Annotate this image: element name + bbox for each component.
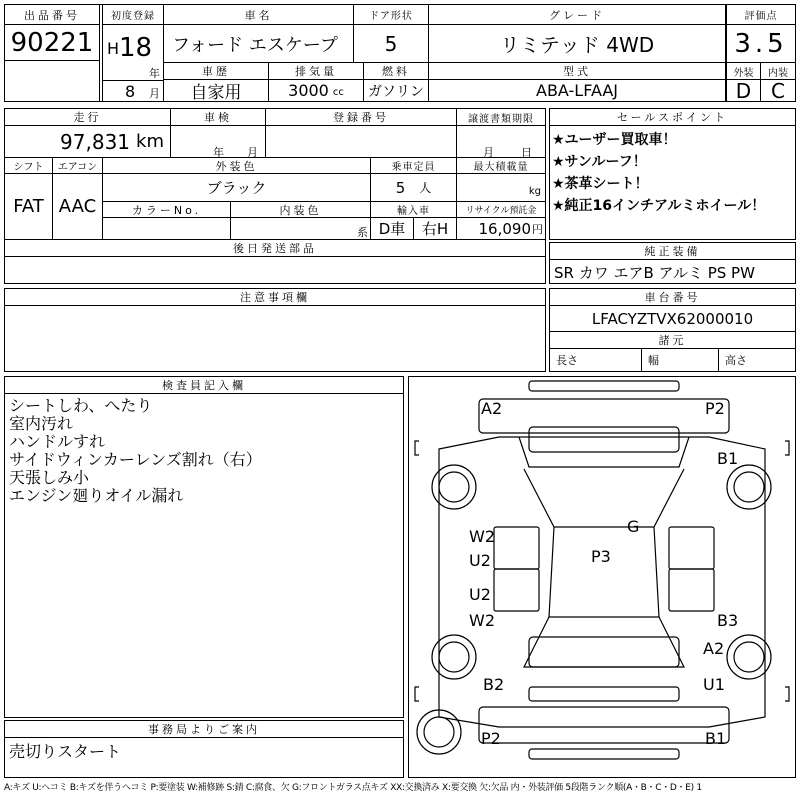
inspector-line: サイドウィンカーレンズ割れ（右） bbox=[9, 450, 262, 469]
inspector-line: ハンドルすれ bbox=[9, 432, 106, 451]
damage-mark: B1 bbox=[705, 729, 727, 748]
inspection-label: 車検 bbox=[171, 109, 266, 126]
inspector-notes bbox=[9, 397, 262, 505]
damage-mark: U1 bbox=[703, 675, 725, 694]
damage-mark: A2 bbox=[703, 639, 725, 658]
damage-mark: U2 bbox=[469, 551, 491, 570]
history-label: 車歴 bbox=[164, 63, 269, 80]
inspector-line: エンジン廻りオイル漏れ bbox=[9, 486, 184, 505]
month-unit: 月 bbox=[149, 87, 160, 100]
length-label: 長さ bbox=[550, 349, 642, 371]
office-value: 売切りスタート bbox=[9, 742, 122, 761]
transfer-label: 譲渡書類期限 bbox=[457, 109, 545, 126]
sales-points-box bbox=[549, 108, 796, 240]
office-box bbox=[4, 720, 404, 778]
model-label: 型式 bbox=[429, 63, 726, 80]
fuel-value: ガソリン bbox=[364, 80, 429, 101]
displacement-cell bbox=[269, 80, 364, 101]
mileage-label: 走行 bbox=[5, 109, 171, 126]
color-label: 外装色 bbox=[103, 158, 371, 174]
sales-point-item: ★茶革シート！ bbox=[552, 176, 649, 192]
damage-mark: U2 bbox=[469, 585, 491, 604]
sales-points-label: セールスポイント bbox=[550, 109, 795, 126]
damage-mark: B2 bbox=[483, 675, 505, 694]
capacity-label: 乗車定員 bbox=[371, 158, 457, 174]
name-value: フォード エスケープ bbox=[164, 25, 354, 63]
exterior-label: 外装 bbox=[726, 63, 761, 80]
ac-label: エアコン bbox=[53, 158, 103, 174]
lot-blank bbox=[5, 61, 100, 101]
color-no-value bbox=[103, 218, 231, 240]
load-label: 最大積載量 bbox=[457, 158, 545, 174]
import-value2: 右H bbox=[414, 218, 457, 240]
year-unit: 年 bbox=[149, 67, 160, 80]
plate-value bbox=[266, 126, 457, 158]
transfer-cell bbox=[457, 126, 545, 158]
ac-value: AAC bbox=[53, 174, 103, 240]
transfer-day: 日 bbox=[521, 146, 532, 158]
score-label: 評価点 bbox=[726, 5, 795, 25]
trim-color-cell bbox=[231, 218, 371, 240]
color-value: ブラック bbox=[103, 174, 371, 202]
load-unit: kg bbox=[528, 186, 541, 197]
shift-value: FAT bbox=[5, 174, 53, 240]
later-parts-label: 後日発送部品 bbox=[5, 240, 545, 257]
damage-mark: W2 bbox=[469, 527, 495, 546]
color-no-label: カラーNo. bbox=[103, 202, 231, 218]
inspector-line: 室内汚れ bbox=[9, 414, 74, 433]
damage-mark: A2 bbox=[481, 399, 503, 418]
displacement-unit: cc bbox=[332, 87, 344, 98]
damage-mark: W2 bbox=[469, 611, 495, 630]
mileage-unit: km bbox=[136, 131, 164, 152]
chassis-label: 車台番号 bbox=[550, 289, 795, 306]
later-parts-value bbox=[5, 257, 545, 283]
damage-mark: B3 bbox=[717, 611, 739, 630]
trim-color-label: 内装色 bbox=[231, 202, 371, 218]
recycle-unit: 円 bbox=[532, 222, 543, 236]
lot-label: 出品番号 bbox=[5, 5, 100, 25]
header-table bbox=[4, 4, 796, 102]
inspector-label: 検査員記入欄 bbox=[5, 377, 403, 394]
fuel-label: 燃料 bbox=[364, 63, 429, 80]
load-cell bbox=[457, 174, 545, 202]
import-label: 輸入車 bbox=[371, 202, 457, 218]
notes-label: 注意事項欄 bbox=[5, 289, 545, 306]
import-value1: D車 bbox=[371, 218, 414, 240]
plate-label: 登録番号 bbox=[266, 109, 457, 126]
first-reg-label: 初度登録 bbox=[102, 5, 164, 25]
first-reg-year bbox=[102, 25, 164, 81]
width-label: 幅 bbox=[642, 349, 719, 371]
damage-mark: P3 bbox=[591, 547, 611, 566]
details-table bbox=[4, 108, 546, 284]
recycle-value: 16,090 bbox=[478, 219, 531, 238]
history-value: 自家用 bbox=[164, 80, 269, 101]
capacity-cell bbox=[371, 174, 457, 202]
equipment-box bbox=[549, 242, 796, 284]
chassis-value: LFACYZTVX62000010 bbox=[550, 306, 795, 332]
grade-label: グレード bbox=[429, 5, 726, 25]
doors-value: 5 bbox=[354, 25, 429, 63]
inspector-line: シートしわ、へたり bbox=[9, 396, 153, 415]
grade-value: リミテッド 4WD bbox=[429, 25, 726, 63]
sales-point-item: ★ユーザー買取車！ bbox=[552, 132, 677, 148]
car-outline-diagram bbox=[409, 377, 795, 777]
capacity-value: 5 bbox=[395, 178, 406, 197]
chassis-box bbox=[549, 288, 796, 372]
car-diagram bbox=[408, 376, 796, 778]
model-value: ABA-LFAAJ bbox=[429, 80, 726, 101]
damage-mark: B1 bbox=[717, 449, 739, 468]
interior-label: 内装 bbox=[761, 63, 795, 80]
damage-mark: P2 bbox=[705, 399, 725, 418]
legend: A:キズ U:ヘコミ B:キズを伴うヘコミ P:要塗装 W:補修跡 S:錆 C:腐食、欠 G:フロントガラス点キズ XX:交換済み X:要交換 欠:欠品 内・外装評価 5段階ランク順(A・B・C・D・E) 1 bbox=[4, 783, 702, 793]
damage-mark: G bbox=[627, 517, 640, 536]
notes-box bbox=[4, 288, 546, 372]
height-label: 高さ bbox=[725, 354, 747, 367]
inspection-year: 年 bbox=[213, 146, 224, 158]
inspection-month: 月 bbox=[247, 146, 258, 158]
interior-value: C bbox=[771, 80, 785, 101]
mileage-value: 97,831 bbox=[60, 129, 131, 154]
inspection-cell bbox=[171, 126, 266, 158]
year-value: 18 bbox=[119, 33, 153, 63]
sales-point-item: ★純正16インチアルミホイール！ bbox=[552, 198, 766, 214]
era: H bbox=[107, 39, 120, 58]
inspector-box bbox=[4, 376, 404, 718]
doors-label: ドア形状 bbox=[354, 5, 429, 25]
dimensions-label: 諸元 bbox=[550, 332, 795, 349]
shift-label: シフト bbox=[5, 158, 53, 174]
score-value: 3.5 bbox=[726, 25, 795, 63]
equipment-label: 純正装備 bbox=[550, 243, 795, 260]
exterior-value: D bbox=[726, 80, 761, 101]
mileage-cell bbox=[5, 126, 171, 158]
displacement-label: 排気量 bbox=[269, 63, 364, 80]
recycle-cell bbox=[457, 218, 545, 240]
month-value: 8 bbox=[125, 82, 136, 101]
trim-suffix: 系 bbox=[357, 225, 368, 239]
recycle-label: リサイクル預託金 bbox=[457, 202, 545, 218]
name-label: 車名 bbox=[164, 5, 354, 25]
capacity-unit: 人 bbox=[419, 181, 432, 195]
displacement-value: 3000 bbox=[288, 81, 329, 100]
damage-mark: P2 bbox=[481, 729, 501, 748]
sales-points-list bbox=[552, 129, 765, 217]
first-reg-month bbox=[102, 81, 164, 101]
lot-number: 90221 bbox=[5, 25, 100, 61]
inspector-line: 天張しみ小 bbox=[9, 468, 90, 487]
equipment-value: SR カワ エアB アルミ PS PW bbox=[554, 264, 755, 282]
office-label: 事務局よりご案内 bbox=[5, 721, 403, 738]
transfer-month: 月 bbox=[483, 146, 494, 158]
sales-point-item: ★サンルーフ！ bbox=[552, 154, 647, 170]
